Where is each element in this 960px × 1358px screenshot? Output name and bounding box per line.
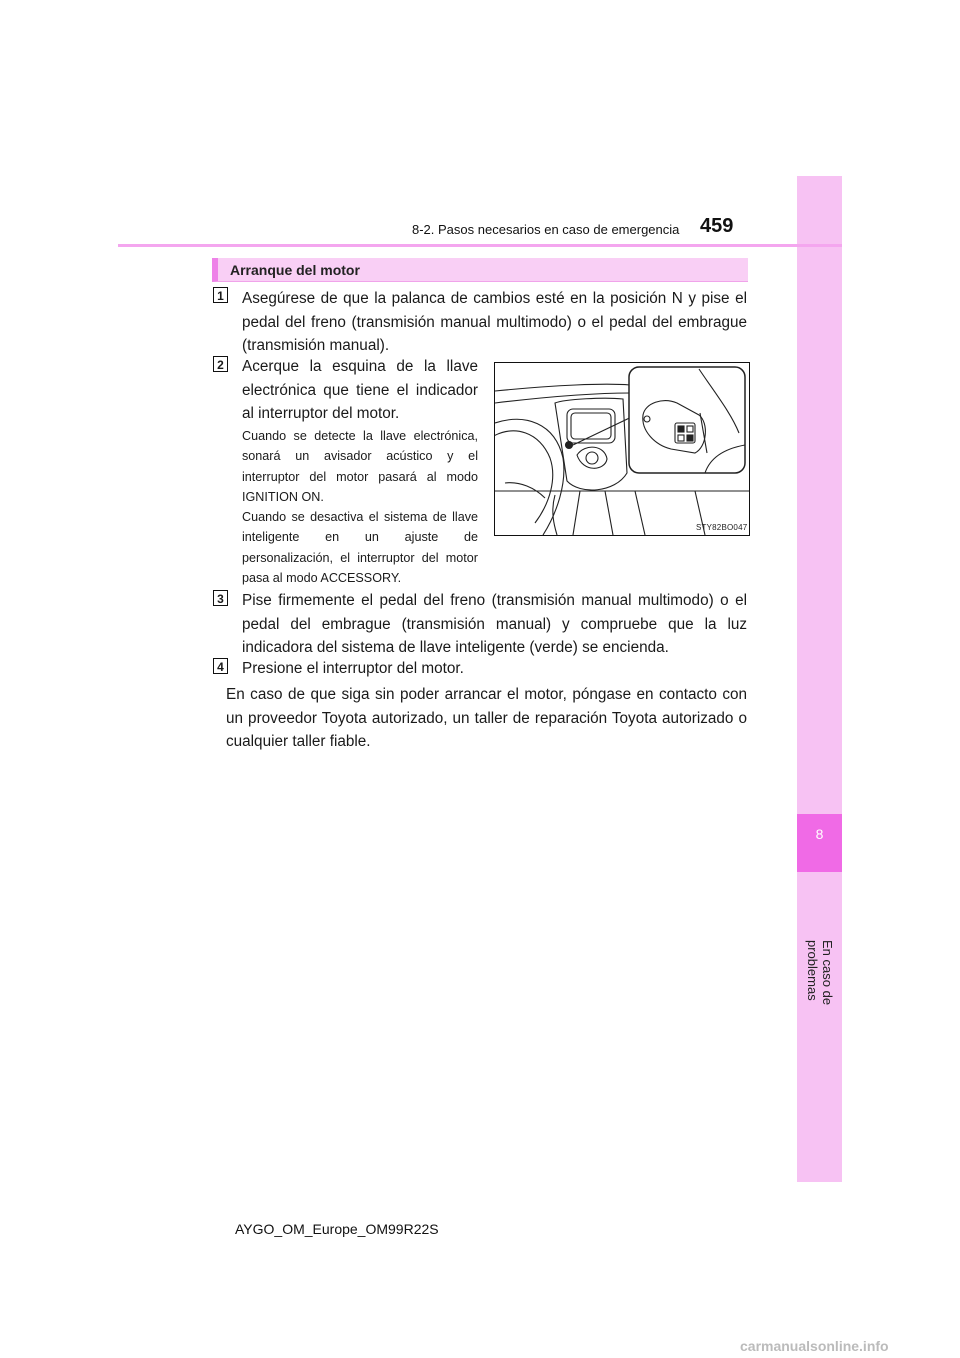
dashboard-illustration	[494, 362, 750, 536]
closing-paragraph: En caso de que siga sin poder arrancar el motor, póngase en contacto con un proveedor Toyota autorizado, un taller de reparación Toyota autorizado o cualquier taller fiable.	[226, 686, 747, 750]
subheading-bar	[212, 258, 748, 282]
chapter-label: En caso de problemas	[805, 940, 835, 1006]
dashboard-drawing	[495, 363, 749, 535]
header-rule	[118, 244, 842, 247]
note-1: Cuando se detecte la llave electrónica, sonará un avisador acústico y el interruptor del motor pasará al modo IGNITION ON.	[242, 429, 478, 504]
step-number-2: 2	[213, 356, 228, 372]
step-text-2: Acerque la esquina de la llave electrónica que tiene el indicador al interruptor del motor.	[242, 358, 478, 422]
chapter-side-tab	[797, 176, 842, 1182]
step-number-3: 3	[213, 590, 228, 606]
step-text-4: Presione el interruptor del motor.	[242, 660, 464, 677]
step-number-4: 4	[213, 658, 228, 674]
subheading-text: Arranque del motor	[230, 262, 360, 278]
figure-code: STY82BO047	[696, 523, 748, 532]
step-number-1: 1	[213, 287, 228, 303]
note-2: Cuando se desactiva el sistema de llave inteligente en un ajuste de personalización, el interruptor del motor pasa al modo ACCESSORY.	[242, 510, 478, 585]
step-text-1: Asegúrese de que la palanca de cambios esté en la posición N y pise el pedal del freno (transmisión manual multimodo) o el pedal del embrague (transmisión manual).	[242, 290, 747, 354]
document-footer: AYGO_OM_Europe_OM99R22S	[235, 1221, 439, 1237]
step-text-3: Pise firmemente el pedal del freno (transmisión manual multimodo) o el pedal del embrague (transmisión manual) y compruebe que la luz indicadora del sistema de llave inteligente (verde) se encienda.	[242, 592, 747, 656]
section-title: 8-2. Pasos necesarios en caso de emergencia	[412, 222, 680, 237]
chapter-number-tab	[797, 814, 842, 872]
watermark: carmanualsonline.info	[740, 1338, 889, 1354]
page-number: 459	[700, 215, 734, 237]
chapter-number: 8	[815, 826, 824, 842]
